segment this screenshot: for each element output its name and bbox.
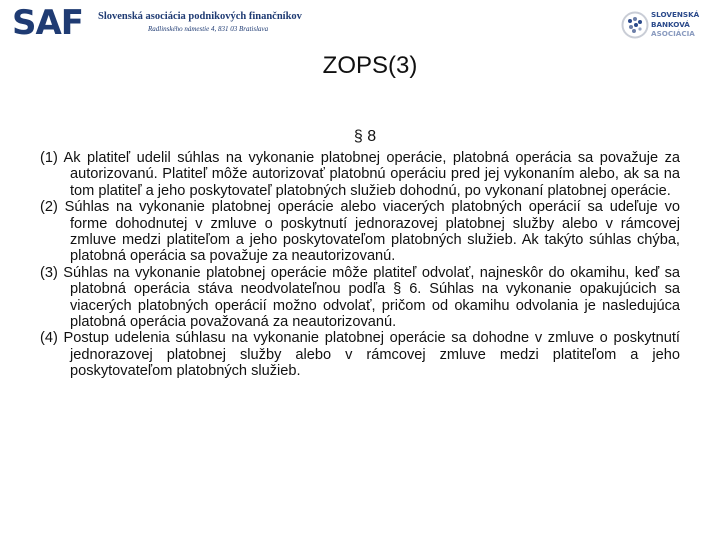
- slide-header: [0, 0, 720, 48]
- sba-line-3: ASOCIÁCIA: [651, 29, 695, 38]
- sba-logo-text: [651, 10, 699, 39]
- sba-line-2: BANKOVÁ: [651, 19, 690, 29]
- paragraph-list: [40, 150, 680, 380]
- slide-title: ZOPS(3): [322, 52, 418, 79]
- section-heading: § 8: [353, 128, 377, 145]
- saf-logo: SAF: [12, 3, 84, 43]
- sba-line-1: SLOVENSKÁ: [651, 10, 700, 19]
- sba-logo: [621, 8, 719, 46]
- organization-name: Slovenská asociácia podnikových finančníkov: [98, 11, 302, 22]
- paragraph-4: (4) Postup udelenia súhlasu na vykonanie platobnej operácie sa dohodne v zmluve o poskytnutí jednorazovej platobnej služby alebo v rámcovej zmluve medzi platiteľom a jeho poskytovateľom platobných služieb.: [40, 330, 680, 380]
- paragraph-2: (2) Súhlas na vykonanie platobnej operácie alebo viacerých platobných operácií sa udeľuje vo forme dohodnutej v zmluve o poskytnutí jednorazovej platobnej služby alebo v rámcovej zmluve medzi platiteľom a jeho poskytovateľom platobných služieb. Ak takýto súhlas chýba, platobná operácia sa považuje za neautorizovanú.: [40, 199, 680, 265]
- paragraph-3: (3) Súhlas na vykonanie platobnej operácie môže platiteľ odvolať, najneskôr do okamihu, keď sa platobná operácia stáva neodvolateľnou podľa § 6. Súhlas na vykonanie opakujúcich sa viacerých platobných operácií možno odvolať, pričom od okamihu odvolania je nasledujúca platobná operácia považovaná za neautorizovanú.: [40, 264, 680, 331]
- organization-address: Radlinského námestie 4, 831 03 Bratislava: [148, 25, 269, 33]
- sba-circle-logo-icon: [621, 11, 649, 39]
- paragraph-1: (1) Ak platiteľ udelil súhlas na vykonanie platobnej operácie, platobná operácia sa považuje za autorizovanú. Platiteľ môže autorizovať platobnú operáciu pred jej vykonaním alebo, ak sa na tom platiteľ a jeho poskytovateľ platobných služieb dohodnú, po vykonaní platobnej operácie.: [40, 150, 680, 199]
